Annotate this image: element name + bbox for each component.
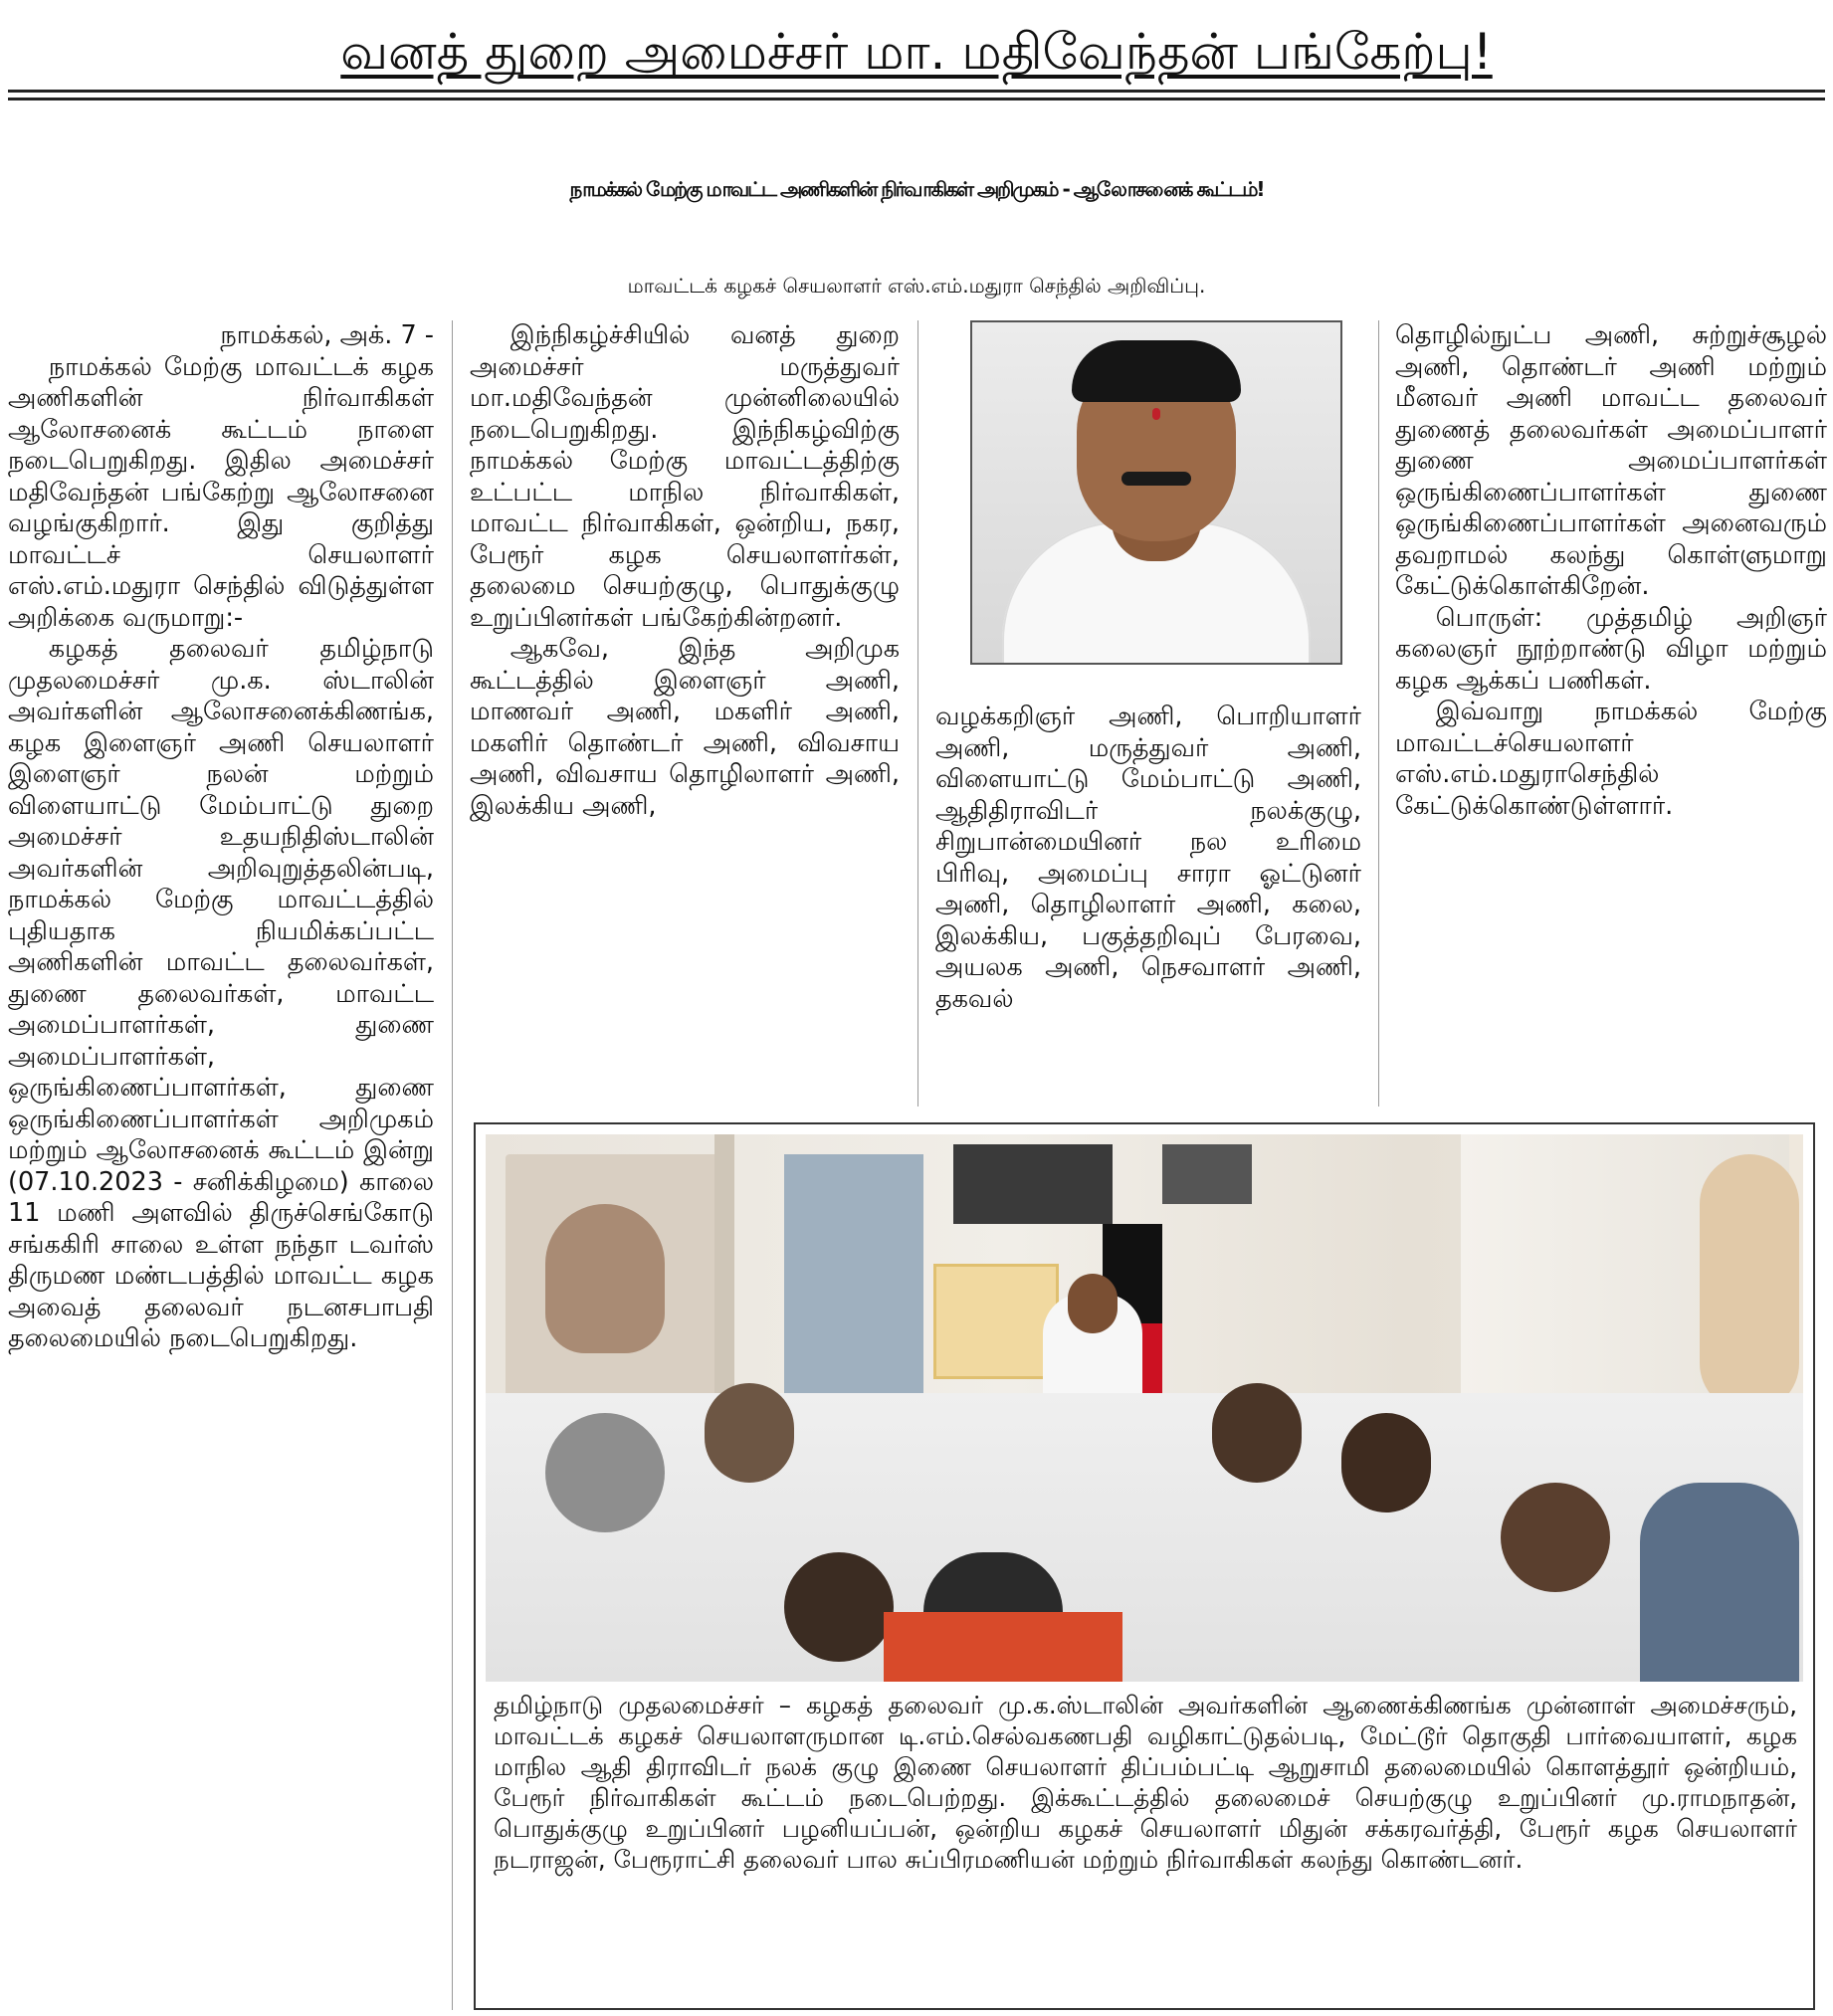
attendee-head <box>1341 1413 1431 1512</box>
article-column-4 <box>1395 320 1827 1107</box>
banner-poster <box>933 1264 1059 1379</box>
dateline: நாமக்கல், அக். 7 - <box>220 320 434 350</box>
article-paragraph: ஆகவே, இந்த அறிமுக கூட்டத்தில் இளைஞர் அணி, மாணவர் அணி, மகளிர் அணி, மகளிர் தொண்டர் அணி, விவசாய அணி, விவசாய தொழிலாளர் அணி, இலக்கிய அணி, <box>470 634 900 821</box>
kicker-headline: வனத் துறை அமைச்சர் மா. மதிவேந்தன் பங்கேற்பு! <box>340 23 1493 81</box>
attendee-head <box>705 1383 794 1483</box>
article-paragraph: இவ்வாறு நாமக்கல் மேற்கு மாவட்டச்செயலாளர் எஸ்.எம்.மதுராசெந்தில் கேட்டுக்கொண்டுள்ளார். <box>1395 697 1827 821</box>
photo-caption: தமிழ்நாடு முதலமைச்சர் – கழகத் தலைவர் மு.க.ஸ்டாலின் அவர்களின் ஆணைக்கிணங்க முன்னாள் அமைச்சரும், மாவட்டக் கழகச் செயலாளருமான டி.எம்.செல்வகணபதி வழிகாட்டுதல்படி, மேட்டூர் தொகுதி பார்வையாளர், கழக மாநில ஆதி திராவிடர் நலக் குழு இணை செயலாளர் திப்பம்பட்டி ஆறுசாமி தலைமையில் கொளத்தூர் ஒன்றியம், பேரூர் நிர்வாகிகள் கூட்டம் நடைபெற்றது. இக்கூட்டத்தில் தலைமைச் செயற்குழு உறுப்பினர் மு.ராமநாதன், பொதுக்குழு உறுப்பினர் பழனியப்பன், ஒன்றிய கழகச் செயலாளர் மிதுன் சக்கரவர்த்தி, பேரூர் கழக செயலாளர் நடராஜன், பேரூராட்சி தலைவர் பால சுப்பிரமணியன் மற்றும் நிர்வாகிகள் கலந்து கொண்டனர். <box>494 1691 1797 1874</box>
portrait-hair <box>1072 340 1241 402</box>
saree <box>884 1612 1122 1682</box>
article-paragraph: இந்நிகழ்ச்சியில் வனத் துறை அமைச்சர் மருத்துவர் மா.மதிவேந்தன் முன்னிலையில் நடைபெறுகிறது. இந்நிகழ்விற்கு நாமக்கல் மேற்கு மாவட்டத்திற்கு உட்பட்ட மாநில நிர்வாகிகள், மாவட்ட நிர்வாகிகள், ஒன்றிய, நகர, பேரூர் கழக செயலாளர்கள், தலைமை செயற்குழு, பொதுக்குழு உறுப்பினர்கள் பங்கேற்கின்றனர். <box>470 320 900 633</box>
attendee-head <box>1212 1383 1302 1483</box>
window <box>784 1154 923 1393</box>
portrait-tilak <box>1152 408 1160 420</box>
article-column-1 <box>8 320 434 2010</box>
attendee-head <box>784 1552 894 1662</box>
wall-portrait-right <box>1700 1154 1799 1413</box>
wall-portrait-face <box>545 1204 665 1353</box>
attendee-head <box>545 1413 665 1532</box>
attendee-checked-shirt <box>1640 1483 1799 1682</box>
article-paragraph: கழகத் தலைவர் தமிழ்நாடு முதலமைச்சர் மு.க. ஸ்டாலின் அவர்களின் ஆலோசனைக்கிணங்க, கழக இளைஞர் அணி செயலாளர் இளைஞர் நலன் மற்றும் விளையாட்டு மேம்பாட்டு துறை அமைச்சர் உதயநிதிஸ்டாலின் அவர்களின் அறிவுறுத்தலின்படி, நாமக்கல் மேற்கு மாவட்டத்தில் புதியதாக நியமிக்கப்பட்ட அணிகளின் மாவட்ட தலைவர்கள், துணை தலைவர்கள், மாவட்ட அமைப்பாளர்கள், துணை அமைப்பாளர்கள், ஒருங்கிணைப்பாளர்கள், துணை ஒருங்கிணைப்பாளர்கள் அறிமுகம் மற்றும் ஆலோசனைக் கூட்டம் இன்று (07.10.2023 - சனிக்கிழமை) காலை 11 மணி அளவில் திருச்செங்கோடு சங்ககிரி சாலை உள்ள நந்தா டவர்ஸ் திருமண மண்டபத்தில் மாவட்ட கழக அவைத் தலைவர் நடனசபாபதி தலைமையில் நடைபெறுகிறது. <box>8 634 434 1353</box>
article-paragraph: பொருள்: முத்தமிழ் அறிஞர் கலைஞர் நூற்றாண்டு விழா மற்றும் கழக ஆக்கப் பணிகள். <box>1395 602 1827 696</box>
framed-photos <box>953 1144 1113 1224</box>
article-column-2 <box>470 320 900 1107</box>
column-divider <box>452 320 453 2010</box>
sub-headline: மாவட்டக் கழகச் செயலாளர் எஸ்.எம்.மதுரா செந்தில் அறிவிப்பு. <box>627 274 1206 298</box>
headline-rule-top <box>8 90 1825 93</box>
column-divider <box>1378 320 1379 1107</box>
meeting-photo <box>486 1134 1803 1682</box>
article-paragraph: வழக்கறிஞர் அணி, பொறியாளர் அணி, மருத்துவர் அணி, விளையாட்டு மேம்பாட்டு அணி, ஆதிதிராவிடர் நலக்குழு, சிறுபான்மையினர் நல உரிமை பிரிவு, அமைப்பு சாரா ஓட்டுனர் அணி, தொழிலாளர் அணி, கலை, இலக்கிய, பகுத்தறிவுப் பேரவை, அயலக அணி, நெசவாளர் அணி, தகவல் <box>935 702 1361 1014</box>
portrait-moustache <box>1121 472 1191 486</box>
article-column-3 <box>935 702 1361 1108</box>
article-paragraph: நாமக்கல் மேற்கு மாவட்டக் கழக அணிகளின் நிர்வாகிகள் ஆலோசனைக் கூட்டம் நாளை நடைபெறுகிறது. இதில அமைச்சர் மதிவேந்தன் பங்கேற்று ஆலோசனை வழங்குகிறார். இது குறித்து மாவட்டச் செயலாளர் எஸ்.எம்.மதுரா செந்தில் விடுத்துள்ள அறிக்கை வருமாறு:- <box>8 351 434 633</box>
minister-portrait <box>970 320 1342 665</box>
attendee-head <box>1501 1483 1610 1592</box>
main-headline: நாமக்கல் மேற்கு மாவட்ட அணிகளின் நிர்வாகிகள் அறிமுகம் - ஆலோசனைக் கூட்டம்! <box>569 177 1264 201</box>
framed-photo-top <box>1162 1144 1252 1204</box>
article-paragraph: தொழில்நுட்ப அணி, சுற்றுச்சூழல் அணி, தொண்டர் அணி மற்றும் மீனவர் அணி மாவட்ட தலைவர் துணைத் தலைவர்கள் அமைப்பாளர் துணை அமைப்பாளர்கள் ஒருங்கிணைப்பாளர்கள் துணை ஒருங்கிணைப்பாளர்கள் அனைவரும் தவறாமல் கலந்து கொள்ளுமாறு கேட்டுக்கொள்கிறேன். <box>1395 320 1827 601</box>
column-divider <box>917 320 918 1107</box>
speaker-head <box>1068 1274 1118 1333</box>
headline-rule-bottom <box>8 98 1825 101</box>
meeting-photo-box <box>474 1122 1815 2010</box>
